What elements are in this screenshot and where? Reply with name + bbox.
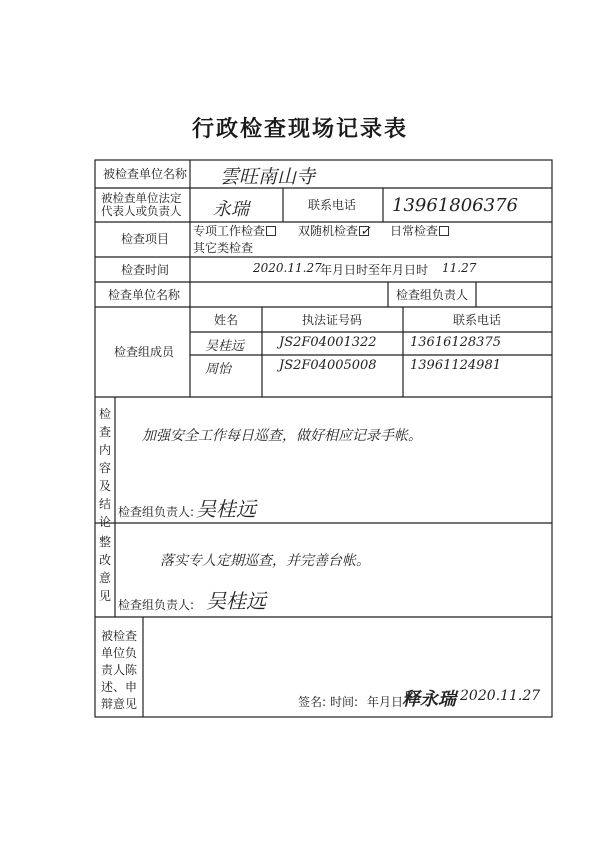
statement-label: 被检查单位负责人陈述、申辩意见 [100, 629, 137, 711]
legal-rep-value: 永瑞 [213, 199, 249, 220]
statement-time-label: 时间: [330, 695, 359, 709]
inspection-time-start: 2020.11.27 [253, 261, 322, 275]
inspection-time-text: 年月日时至年月日时 [320, 263, 429, 277]
option-daily-checkbox[interactable] [439, 226, 449, 236]
rectification-leader-label: 检查组负责人: [118, 598, 195, 612]
member-2-cert: JS2F04005008 [279, 358, 377, 373]
option-special-checkbox[interactable] [266, 226, 276, 236]
inspecting-unit-label: 检查单位名称 [108, 288, 181, 302]
statement-date: 2020.11.27 [460, 688, 541, 704]
option-random-inspection[interactable]: 双随机检查 ✓ [298, 224, 371, 239]
legal-rep-phone-value: 13961806376 [392, 195, 518, 216]
inspection-time-end: 11.27 [442, 261, 477, 275]
statement-date-label: 年月日 [367, 695, 404, 709]
member-1-name: 吴桂远 [205, 339, 245, 354]
content-leader-label: 检查组负责人: [118, 505, 195, 519]
content-text: 加强安全工作每日巡查，做好相应记录手帐。 [142, 428, 422, 444]
members-header-name: 姓名 [214, 313, 239, 327]
legal-rep-phone-label: 联系电话 [308, 198, 357, 212]
member-1-cert: JS2F04001322 [279, 335, 377, 350]
option-special-inspection[interactable]: 专项工作检查 [193, 224, 276, 238]
inspection-leader-label: 检查组负责人 [396, 288, 469, 302]
rectification-text: 落实专人定期巡查，并完善台帐。 [160, 553, 370, 569]
rectification-label: 整改意见 [98, 535, 111, 603]
legal-rep-label: 被检查单位法定代表人或负责人 [101, 191, 182, 218]
random-checkmark: ✓ [360, 224, 371, 239]
members-label: 检查组成员 [114, 345, 175, 359]
statement-signature: 释永瑞 [402, 689, 456, 710]
content-leader-signature: 吴桂远 [196, 497, 256, 521]
page-title: 行政检查现场记录表 [191, 117, 408, 142]
unit-name-label: 被检查单位名称 [103, 167, 188, 181]
option-other-inspection: 其它类检查 [193, 241, 254, 255]
unit-name-value: 雲旺南山寺 [220, 166, 316, 188]
members-header-cert: 执法证号码 [302, 313, 363, 327]
inspection-time-label: 检查时间 [121, 263, 170, 277]
content-conclusion-label: 检查内容及结论 [98, 407, 111, 529]
member-2-phone: 13961124981 [410, 358, 501, 373]
members-header-phone: 联系电话 [453, 313, 502, 327]
member-2-name: 周怡 [205, 362, 232, 377]
rectification-leader-signature: 吴桂远 [206, 589, 266, 613]
inspection-items-label: 检查项目 [121, 232, 170, 246]
statement-sign-label: 签名: [298, 695, 327, 709]
member-1-phone: 13616128375 [410, 335, 501, 350]
option-daily-inspection[interactable]: 日常检查 [390, 224, 449, 238]
